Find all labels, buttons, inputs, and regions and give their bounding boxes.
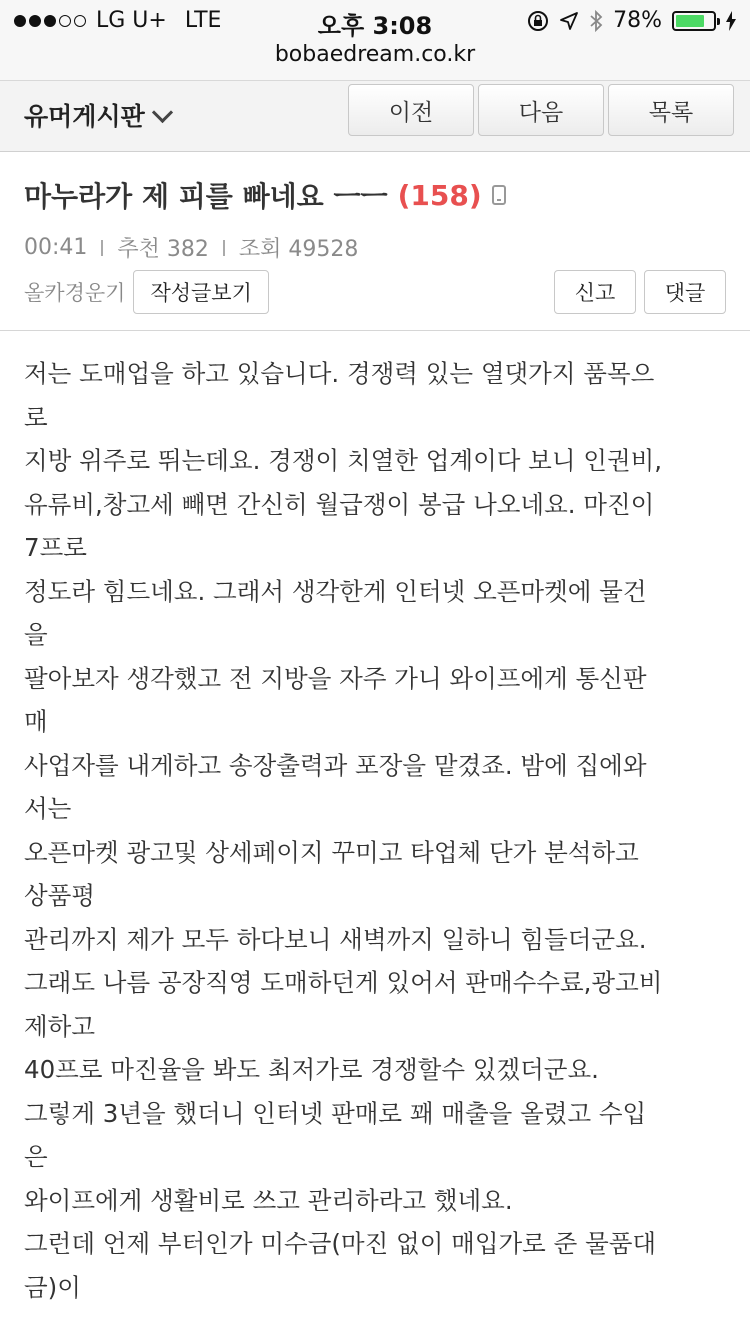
network-label: LTE (184, 8, 222, 33)
body-line: 상품평 (24, 881, 96, 910)
status-bar (0, 0, 750, 80)
post-title-text: 마누라가 제 피를 빠네요 ㅡㅡ (24, 180, 388, 213)
body-line: 은 (24, 1142, 48, 1171)
post-meta (24, 232, 358, 263)
body-line: 와이프에게 생활비로 쓰고 관리하라고 했네요. (24, 1185, 513, 1215)
board-toolbar (0, 80, 750, 152)
body-line: 7프로 (24, 533, 87, 562)
prev-button[interactable]: 이전 (348, 84, 474, 136)
body-line: 로 (24, 402, 48, 432)
body-line: 팔아보자 생각했고 전 지방을 자주 가니 와이프에게 통신판 (24, 663, 647, 693)
clock: 오후 3:08 (317, 12, 433, 40)
body-line: 금)이 (24, 1272, 81, 1302)
view-count: 조회 49528 (238, 237, 359, 262)
battery-icon (672, 11, 716, 31)
recommend-count: 추천 382 (117, 237, 209, 262)
chevron-down-icon (152, 101, 173, 122)
author-name[interactable]: 올카경운기 (24, 281, 126, 305)
view-posts-button[interactable]: 작성글보기 (133, 270, 268, 314)
body-line: 오픈마켓 광고및 상세페이지 꾸미고 타업체 단가 분석하고 (24, 837, 639, 867)
author-row (24, 270, 269, 314)
list-button[interactable]: 목록 (608, 84, 734, 136)
battery-level (676, 15, 704, 27)
post-body (24, 352, 729, 1309)
next-button[interactable]: 다음 (478, 84, 604, 136)
body-line: 관리까지 제가 모두 하다보니 새벽까지 일하니 힘들더군요. (24, 924, 647, 954)
comment-button[interactable]: 댓글 (644, 270, 726, 314)
bluetooth-icon (589, 9, 603, 33)
body-line: 사업자를 내게하고 송장출력과 포장을 맡겼죠. 밤에 집에와 (24, 750, 647, 780)
battery-percent: 78% (613, 8, 662, 33)
body-line: 정도라 힘드네요. 그래서 생각한게 인터넷 오픈마켓에 물건 (24, 576, 647, 606)
location-arrow-icon (559, 11, 579, 31)
report-button[interactable]: 신고 (554, 270, 636, 314)
body-line: 매 (24, 707, 48, 736)
body-line: 제하고 (24, 1011, 96, 1041)
body-line: 서는 (24, 794, 72, 823)
divider (0, 330, 750, 331)
charging-bolt-icon (726, 11, 736, 31)
address-bar-url[interactable]: bobaedream.co.kr (274, 42, 476, 67)
status-right (527, 8, 736, 33)
carrier-label: LG U+ (96, 8, 167, 33)
meta-separator (223, 240, 225, 256)
body-line: 을 (24, 620, 48, 649)
body-line: 유류비,창고세 빼면 간신히 월급쟁이 봉급 나오네요. 마진이 (24, 489, 655, 519)
body-line: 40프로 마진율을 봐도 최저가로 경쟁할수 있겠더군요. (24, 1055, 599, 1084)
post-actions (554, 270, 726, 314)
post-time: 00:41 (24, 235, 88, 260)
mobile-icon (492, 185, 506, 205)
comment-count[interactable]: (158) (397, 178, 482, 212)
meta-separator (101, 240, 103, 256)
body-line: 그렇게 3년을 했더니 인터넷 판매로 꽤 매출을 올렸고 수입 (24, 1098, 647, 1128)
post-title (24, 175, 506, 215)
body-line: 지방 위주로 뛰는데요. 경쟁이 치열한 업계이다 보니 인권비, (24, 446, 663, 475)
board-selector[interactable] (24, 97, 170, 133)
rotation-lock-icon (527, 10, 549, 32)
body-line: 그런데 언제 부터인가 미수금(마진 없이 매입가로 준 물품대 (24, 1229, 657, 1258)
body-line: 그래도 나름 공장직영 도매하던게 있어서 판매수수료,광고비 (24, 968, 663, 997)
board-name: 유머게시판 (24, 102, 145, 131)
body-line: 저는 도매업을 하고 있습니다. 경쟁력 있는 열댓가지 품목으 (24, 359, 655, 388)
